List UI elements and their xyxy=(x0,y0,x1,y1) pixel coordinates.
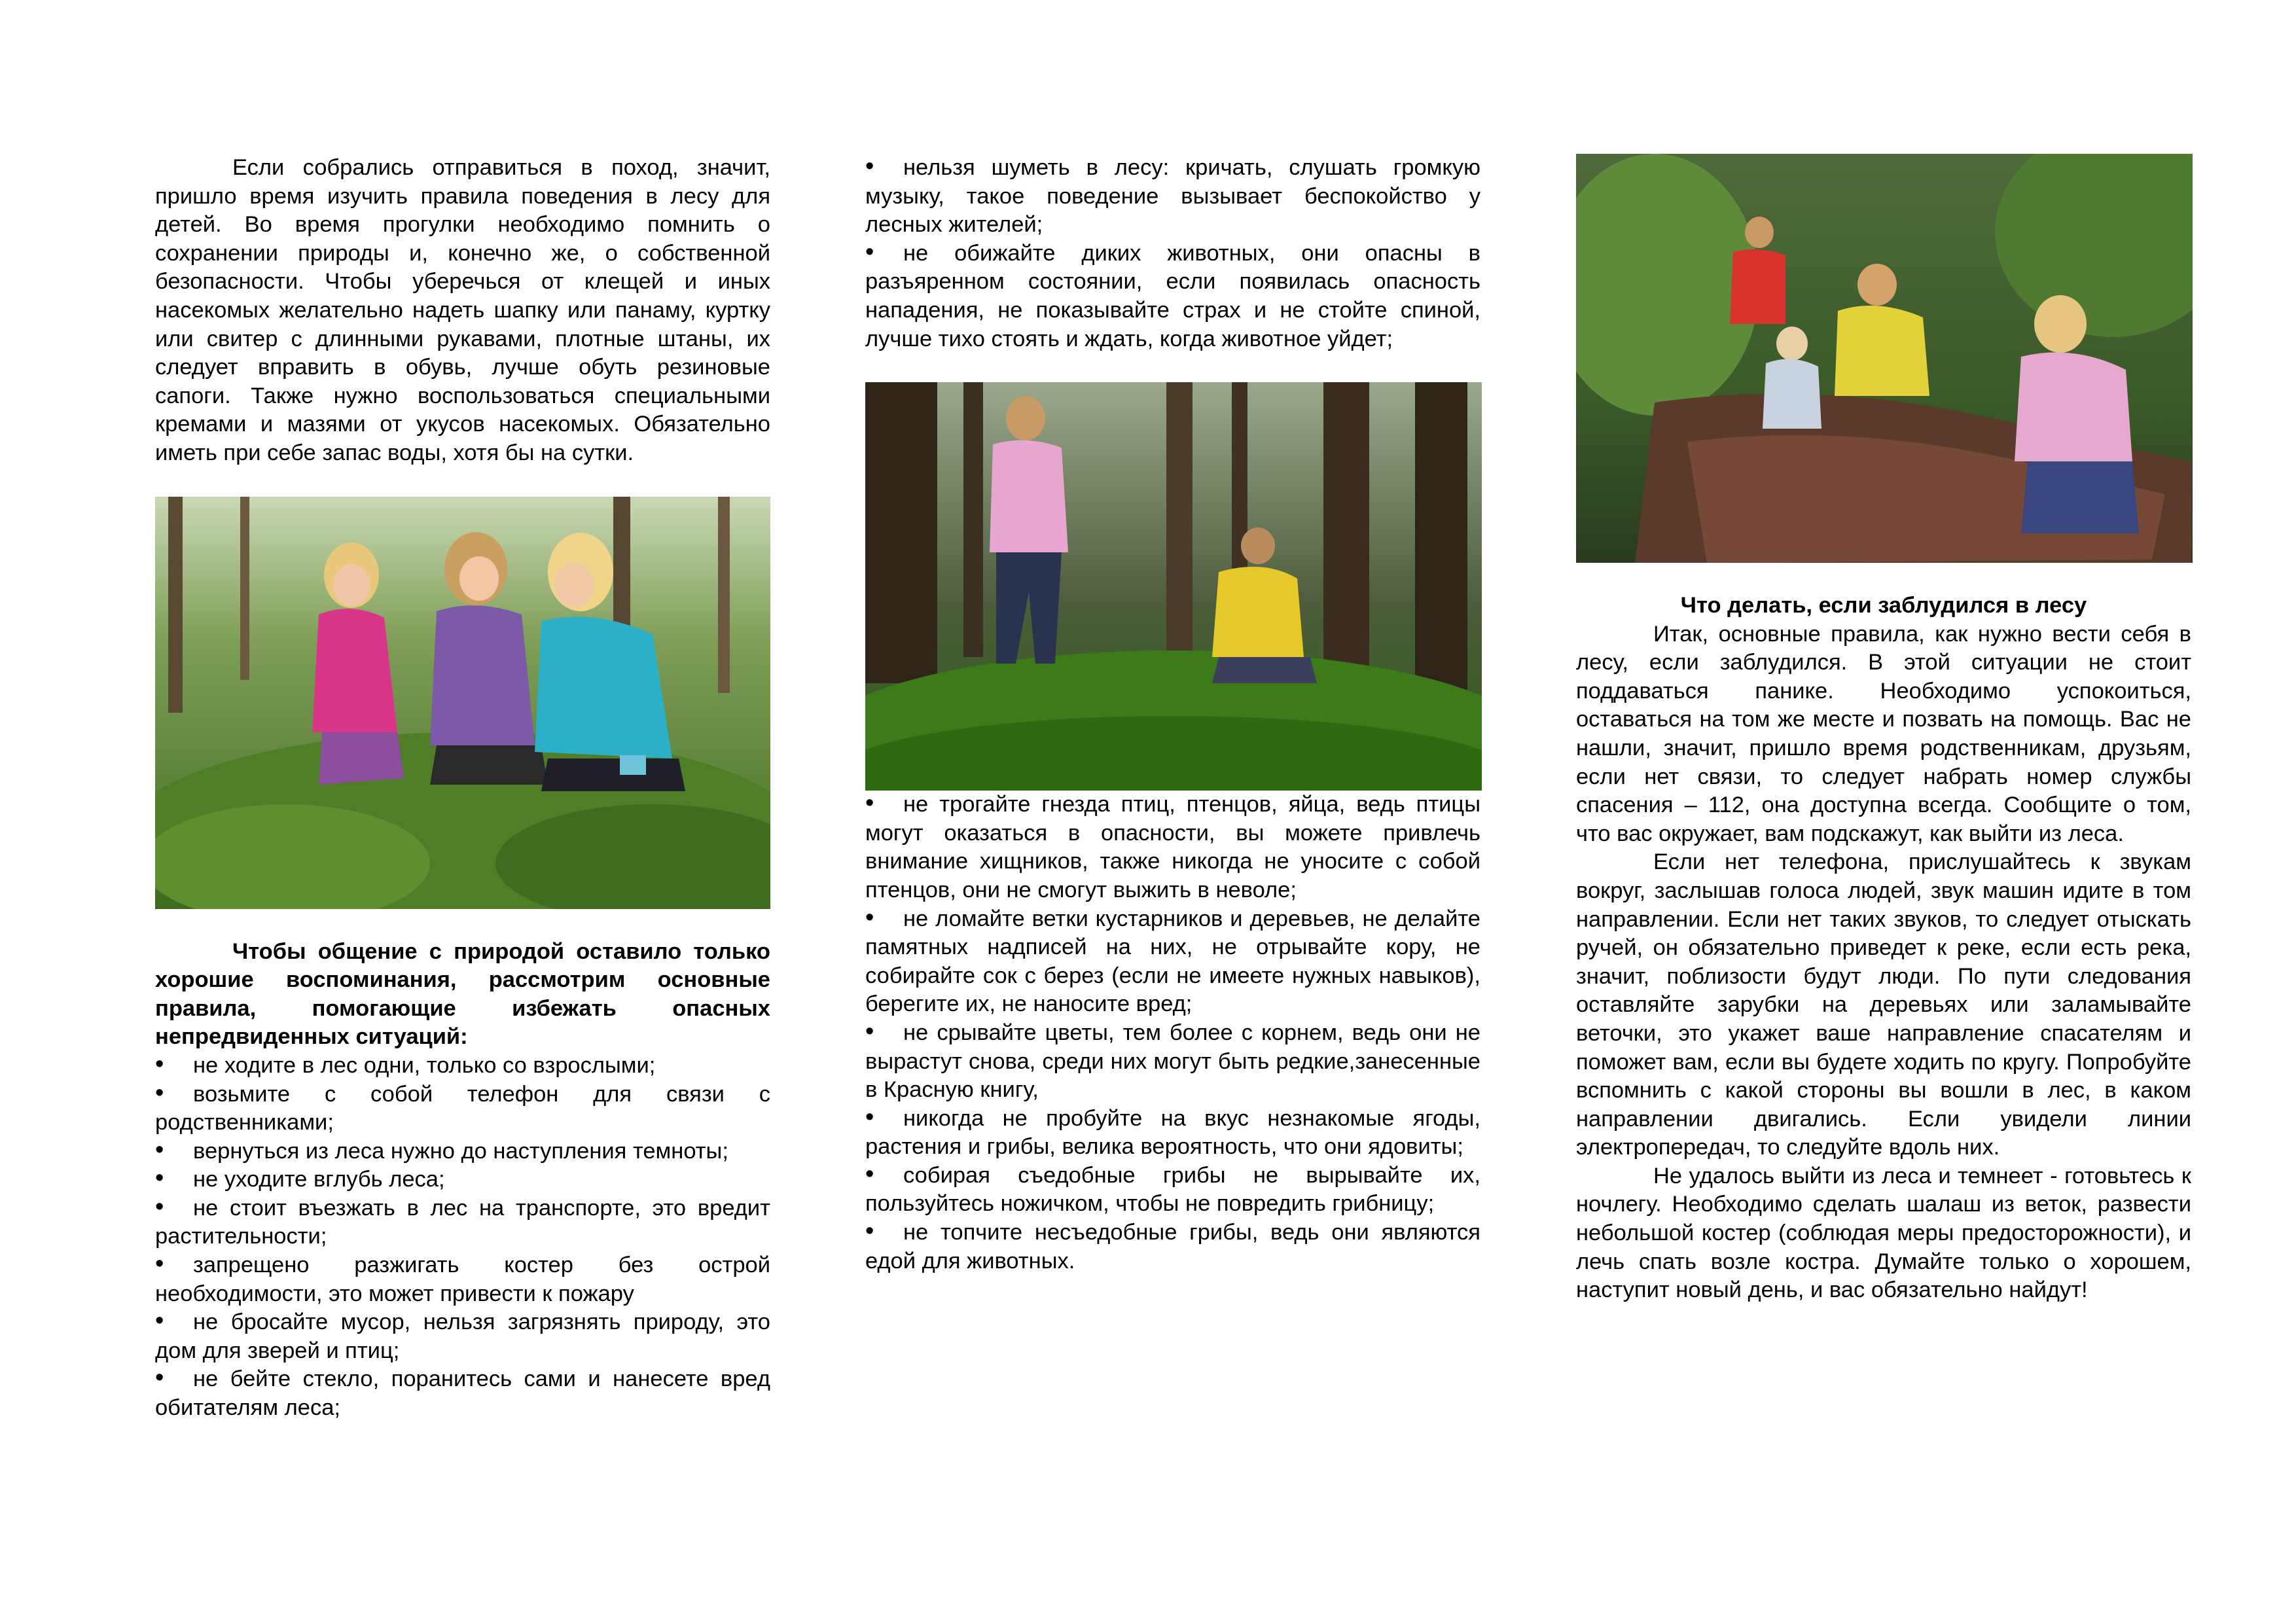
lost-paragraph-2: Если нет телефона, прислушайтесь к звукам вокруг, заслышав голоса людей, звук машин идите в том направлении. Если нет таких звуков, то следует отыскать ручей, он обязательно приведет к реке, если есть река, значит, поблизости будут люди. По пути следования оставляйте зарубки на деревьях или заламывайте веточки, это укажет ваше направление спасателям и поможет вам, если вы будете ходить по кругу. Попробуйте вспомнить с какой стороны вы вошли в лес, в каком направлении двигались. Если увидели линии электропередач, то следуйте вдоль них. xyxy=(1576,849,2191,1160)
list-item: • не трогайте гнезда птиц, птенцов, яйца, ведь птицы могут оказаться в опасности, вы можете привлечь внимание хищников, также никогда не уносите с собой птенцов, они не смогут выжить в неволе; xyxy=(865,791,1480,904)
list-item: • возьмите с собой телефон для связи с родственниками; xyxy=(155,1080,770,1137)
photo-children-by-stream xyxy=(1576,154,2193,563)
photo-children-in-forest xyxy=(865,382,1482,791)
list-item: • не топчите несъедобные грибы, ведь они являются едой для животных. xyxy=(865,1219,1480,1275)
column-2 xyxy=(865,154,1480,1275)
list-item: • никогда не пробуйте на вкус незнакомые ягоды, растения и грибы, велика вероятность, что они ядовиты; xyxy=(865,1105,1480,1162)
list-item: • запрещено разжигать костер без острой необходимости, это может привести к пожару xyxy=(155,1251,770,1308)
list-item: • не бейте стекло, поранитесь сами и нанесете вред обитателям леса; xyxy=(155,1365,770,1422)
column-1 xyxy=(155,154,770,1423)
list-item: • не обижайте диких животных, они опасны в разъяренном состоянии, если появилась опасность нападения, не показывайте страх и не стойте спиной, лучше тихо стоять и ждать, когда животное уйдет; xyxy=(865,240,1480,353)
list-item: • не ломайте ветки кустарников и деревьев, не делайте памятных надписей на них, не отрывайте кору, не собирайте сок с берез (если не имеете нужных навыков), берегите их, не наносите вред; xyxy=(865,905,1480,1019)
list-item: • не уходите вглубь леса; xyxy=(155,1166,770,1194)
intro-paragraph: Если собрались отправиться в поход, значит, пришло время изучить правила поведения в лесу для детей. Во время прогулки необходимо помнить о сохранении природы и, конечно же, о собственной безопасности. Чтобы уберечься от клещей и иных насекомых желательно надеть шапку или панаму, куртку или свитер с длинными рукавами, плотные штаны, их следует вправить в обувь, лучше обуть резиновые сапоги. Также нужно воспользоваться специальными кремами и мазями от укусов насекомых. Обязательно иметь при себе запас воды, хотя бы на сутки. xyxy=(155,155,770,465)
list-item: • нельзя шуметь в лесу: кричать, слушать громкую музыку, такое поведение вызывает беспокойство у лесных жителей; xyxy=(865,154,1480,240)
photo-girls-picking-plants xyxy=(155,497,770,909)
rules-list-2-top xyxy=(865,154,1480,353)
list-item: • собирая съедобные грибы не вырывайте их, пользуйтесь ножичком, чтобы не повредить грибницу; xyxy=(865,1162,1480,1219)
lost-heading: Что делать, если заблудился в лесу xyxy=(1680,593,2087,618)
rules-list-1 xyxy=(155,1052,770,1423)
list-item: • не стоит въезжать в лес на транспорте, это вредит растительности; xyxy=(155,1194,770,1251)
list-item: • не ходите в лес одни, только со взрослыми; xyxy=(155,1052,770,1080)
list-item: • не срывайте цветы, тем более с корнем, ведь они не вырастут снова, среди них могут быть редкие,занесенные в Красную книгу, xyxy=(865,1019,1480,1105)
list-item: • вернуться из леса нужно до наступления темноты; xyxy=(155,1137,770,1166)
lost-paragraph-3: Не удалось выйти из леса и темнеет - готовьтесь к ночлегу. Необходимо сделать шалаш из веток, развести небольшой костер (соблюдая меры предосторожности), и лечь спать возле костра. Думайте только о хорошем, наступит новый день, и вас обязательно найдут! xyxy=(1576,1163,2191,1303)
lost-paragraph-1: Итак, основные правила, как нужно вести себя в лесу, если заблудился. В этой ситуации не стоит поддаваться панике. Необходимо успокоиться, оставаться на том же месте и позвать на помощь. Вас не нашли, значит, пришло время родственникам, друзьям, если нет связи, то следует набрать номер службы спасения – 112, она доступна всегда. Сообщите о том, что вас окружает, вам подскажут, как выйти из леса. xyxy=(1576,621,2191,846)
rules-list-2-bottom xyxy=(865,791,1480,1275)
list-item: • не бросайте мусор, нельзя загрязнять природу, это дом для зверей и птиц; xyxy=(155,1308,770,1365)
column-3 xyxy=(1576,154,2191,1305)
rules-heading: Чтобы общение с природой оставило только хорошие воспоминания, рассмотрим основные правила, помогающие избежать опасных непредвиденных ситуаций: xyxy=(155,938,770,1050)
